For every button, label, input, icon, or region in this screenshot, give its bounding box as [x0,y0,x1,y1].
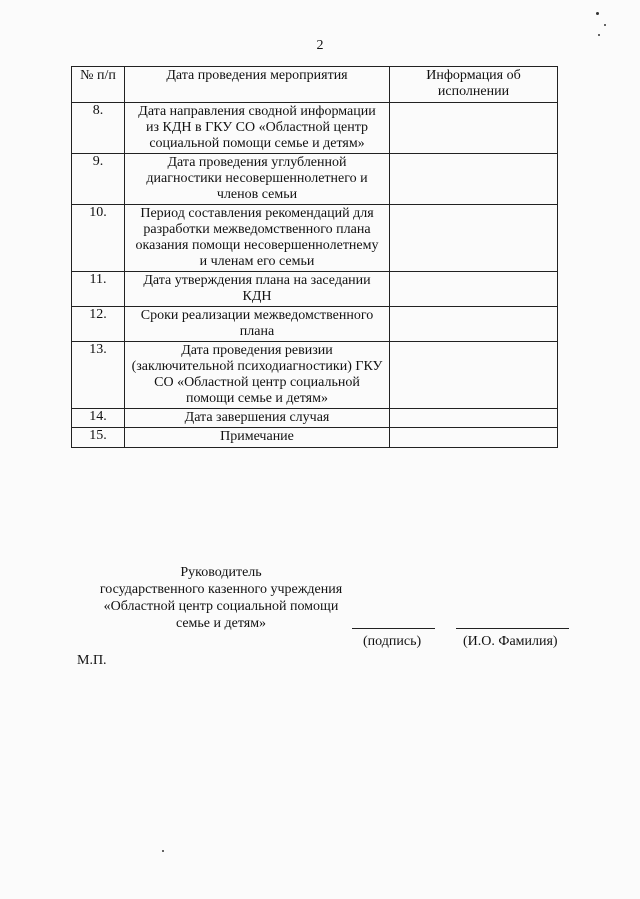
header-execution-info: Информация об исполнении [390,67,558,103]
table-row [72,272,558,307]
scan-speck [604,24,606,26]
row-number: 13. [72,342,125,409]
row-event: Сроки реализации межведомственного плана [125,307,390,342]
signatory-title-line: государственного казенного учреждения [99,582,343,597]
name-label: (И.О. Фамилия) [463,634,558,649]
row-event: Дата направления сводной информации из КДН в ГКУ СО «Областной центр социальной помощи семье и детям» [125,103,390,154]
row-number: 12. [72,307,125,342]
row-event: Дата завершения случая [125,409,390,428]
row-info [390,342,558,409]
row-info [390,154,558,205]
page-number: 2 [316,38,324,53]
header-event-date: Дата проведения мероприятия [125,67,390,103]
row-event: Период составления рекомендаций для разработки межведомственного плана оказания помощи несовершеннолетнему и членам его семьи [125,205,390,272]
signature-line [352,628,435,629]
row-info [390,205,558,272]
table-row [72,307,558,342]
name-line [456,628,569,629]
row-number: 14. [72,409,125,428]
signature-label: (подпись) [363,634,422,649]
table-row [72,342,558,409]
row-info [390,409,558,428]
signatory-title [76,564,366,632]
row-number: 15. [72,428,125,448]
row-event: Дата проведения углубленной диагностики несовершеннолетнего и членов семьи [125,154,390,205]
row-info [390,272,558,307]
row-info [390,103,558,154]
signatory-title-line: «Областной центр социальной помощи [103,599,339,614]
table-row [72,103,558,154]
row-number: 11. [72,272,125,307]
row-number: 8. [72,103,125,154]
events-table [71,66,558,448]
header-number: № п/п [72,67,125,103]
table-header-row [72,67,558,103]
table-row [72,409,558,428]
scan-speck [162,850,164,852]
row-number: 10. [72,205,125,272]
table-row [72,154,558,205]
stamp-placeholder: М.П. [77,653,107,668]
signatory-title-line: Руководитель [180,565,262,580]
row-info [390,307,558,342]
row-info [390,428,558,448]
table-row [72,428,558,448]
row-event: Дата утверждения плана на заседании КДН [125,272,390,307]
table-row [72,205,558,272]
row-event: Примечание [125,428,390,448]
scan-speck [598,34,600,36]
row-event: Дата проведения ревизии (заключительной психодиагностики) ГКУ СО «Областной центр социальной помощи семье и детям» [125,342,390,409]
scan-speck [596,12,599,15]
row-number: 9. [72,154,125,205]
signatory-title-line: семье и детям» [175,616,267,631]
